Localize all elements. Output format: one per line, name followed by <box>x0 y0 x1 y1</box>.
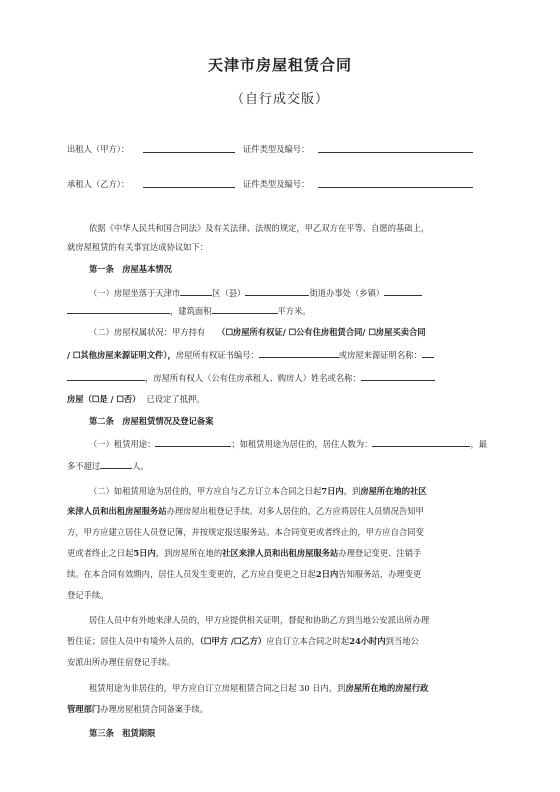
document-subtitle: （自行成交版） <box>230 92 329 107</box>
article-2-para-4-line-2 <box>67 703 208 715</box>
address-field[interactable] <box>67 304 170 314</box>
owner-name-field[interactable] <box>361 371 435 381</box>
lessee-label: 承租人（乙方）： <box>67 179 130 189</box>
certificate-number-field[interactable] <box>259 348 339 358</box>
text: 办理登记变更、注销手 <box>338 548 422 558</box>
article-2-para-1 <box>89 437 487 450</box>
text: ，房屋所有权人（公有住房承租人、购房人）姓名或名称： <box>145 373 361 383</box>
text: 人。 <box>132 461 149 471</box>
text: ，到 <box>343 486 361 496</box>
article-1-para-2 <box>89 326 426 338</box>
text: （二）房屋权属状况：甲方持有 <box>89 327 206 337</box>
article-1-para-2-owner <box>67 371 435 384</box>
text: ，建筑面积 <box>170 306 212 316</box>
text: 多不超过 <box>67 461 101 471</box>
text: （二）如租赁用途为居住的，甲方应自与乙方订立本合同之日起 <box>89 486 322 496</box>
text: 已设定了抵押。 <box>146 394 205 404</box>
text: 暂住证；居住人员中有境外人员的， <box>67 636 200 646</box>
foreign-resident-party-options[interactable]: （☐甲方 /☐乙方） <box>199 636 267 646</box>
article-1-para-1 <box>89 286 422 299</box>
text: 租赁用途为非居住的，甲方应自订立房屋租赁合同之日起 30 日内，到 <box>89 683 346 693</box>
article-2-para-3-line-2 <box>67 635 419 647</box>
article-2-para-2-line-3: 方，甲方应建立居住人员登记簿，并按规定报送服务站。本合同变更或者终止的，甲方应自合同变 <box>67 527 424 537</box>
lessor-label: 出租人（甲方）： <box>67 144 130 154</box>
text: 来津人员和出租房屋服务站 <box>67 506 167 516</box>
other-doc-option[interactable]: / ☐其他房屋来源证明文件）， <box>67 350 176 360</box>
preamble-line-1: 依据《中华人民共和国合同法》及有关法律、法规的规定，甲乙双方在平等、自愿的基础上， <box>89 223 430 233</box>
article-2-para-3-line-1: 居住人员中有外地来津人员的，甲方应提供相关证明，督促和协助乙方到当地公安派出所办理 <box>89 615 430 625</box>
city-district-field[interactable] <box>180 286 212 296</box>
article-2-para-2-line-5 <box>67 568 421 580</box>
text: 办理房屋租赁合同备案手续。 <box>100 704 209 714</box>
max-occupants-field[interactable] <box>100 459 132 469</box>
lessee-id-field[interactable] <box>318 187 473 188</box>
area-field[interactable] <box>212 304 278 314</box>
text: 房屋所在地的房屋行政 <box>345 683 429 693</box>
article-2-para-2-line-6: 登记手续。 <box>67 590 109 600</box>
text: 24小时内 <box>349 636 386 646</box>
text: 或房屋来源证明名称： <box>338 350 422 360</box>
article-2-heading: 第二条 房屋租赁情况及登记备案 <box>89 416 214 426</box>
mortgage-options[interactable]: 房屋（☐是 / ☐否） <box>67 394 141 404</box>
text: 街道办事处（乡镇） <box>309 288 385 298</box>
text: ；如租赁用途为居住的，居住人数为： <box>231 439 373 449</box>
lessor-id-field[interactable] <box>318 152 473 153</box>
text: 管理部门 <box>67 704 101 714</box>
lessor-id-label: 证件类型及编号： <box>243 144 310 154</box>
article-1-para-2-cont <box>67 348 434 361</box>
occupants-field[interactable] <box>372 437 470 447</box>
text: ，到房屋所在地的 <box>155 548 223 558</box>
text: （一）租赁用途： <box>89 439 156 449</box>
article-2-para-1-cont <box>67 459 149 472</box>
text: 社区来津人员和出租房屋服务站 <box>222 548 339 558</box>
text: 7日内 <box>321 486 344 496</box>
county-field[interactable] <box>245 286 309 296</box>
text: （一）房屋坐落于天津市 <box>89 288 181 298</box>
usage-field[interactable] <box>155 437 231 447</box>
text: 告知服务站，办理变更 <box>338 569 422 579</box>
text: 区（县） <box>212 288 246 298</box>
article-2-para-2-line-2 <box>67 505 424 517</box>
text: 2日内 <box>315 569 339 579</box>
text: 办理房屋出租登记手续。对多人居住的，乙方应将居住人员情况告知甲 <box>166 506 424 516</box>
text: 房屋所在地的社区 <box>360 486 427 496</box>
text: ，最 <box>470 439 488 449</box>
source-doc-name-field-cont[interactable] <box>67 371 145 381</box>
lessor-name-field[interactable] <box>143 152 235 153</box>
source-doc-name-field[interactable] <box>422 348 434 358</box>
article-2-para-3-line-3: 安派出所办理住宿登记手续。 <box>67 657 175 667</box>
article-2-para-4-line-1 <box>89 682 428 694</box>
text: 应自订立本合同之时起 <box>266 636 350 646</box>
text: 平方米。 <box>277 306 311 316</box>
text: 房屋所有权证书编号： <box>175 350 259 360</box>
text: 5日内 <box>133 548 156 558</box>
article-2-para-2-line-4 <box>67 547 421 559</box>
article-1-para-1-cont <box>67 304 311 317</box>
preamble-line-2: 就房屋租赁的有关事宜达成协议如下： <box>67 242 209 252</box>
article-1-heading: 第一条 房屋基本情况 <box>89 264 172 274</box>
text: 续。在本合同有效期内，居住人员发生变更的，乙方应自变更之日起 <box>67 569 316 579</box>
lessee-name-field[interactable] <box>143 187 235 188</box>
article-2-para-2-line-1 <box>89 485 427 497</box>
text: 到当地公 <box>385 636 419 646</box>
lessee-id-label: 证件类型及编号： <box>243 179 310 189</box>
ownership-doc-options[interactable]: （☐房屋所有权证/ ☐公有住房租赁合同/ ☐房屋买卖合同 <box>217 327 426 337</box>
article-3-heading: 第三条 租赁期限 <box>89 728 156 738</box>
text: 更或者终止之日起 <box>67 548 134 558</box>
document-title: 天津市房屋租赁合同 <box>207 56 352 74</box>
article-1-para-2-mortgage <box>67 393 205 405</box>
town-field[interactable] <box>384 286 422 296</box>
